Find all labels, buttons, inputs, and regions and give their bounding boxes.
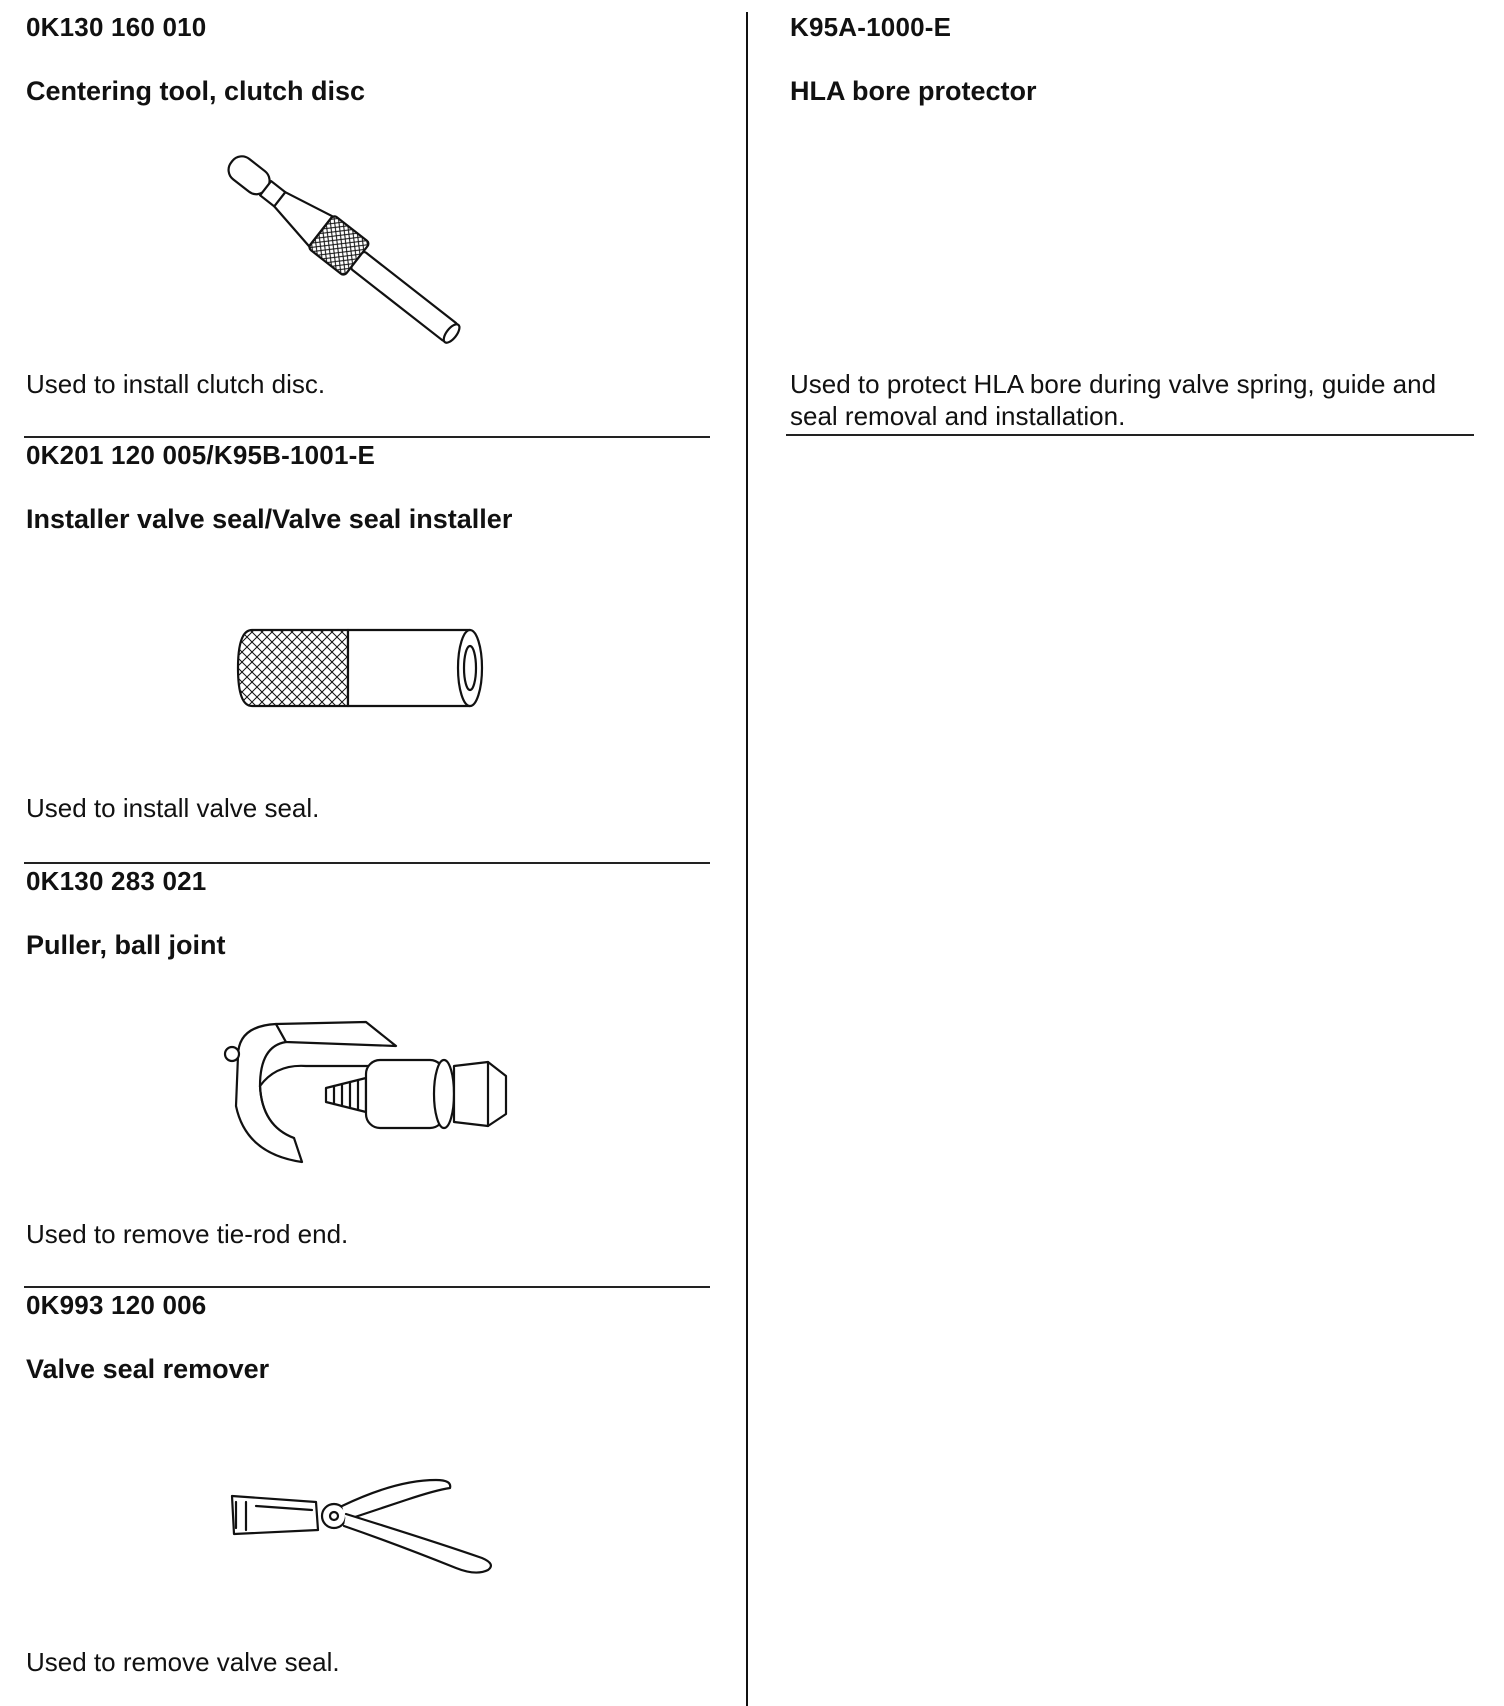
tool-description: Used to protect HLA bore during valve spring, guide and seal removal and installation. xyxy=(790,369,1437,431)
separator xyxy=(786,434,1474,436)
part-number: 0K130 160 010 xyxy=(26,12,207,42)
tool-description: Used to install valve seal. xyxy=(26,793,320,823)
tool-entry-clutch-centering xyxy=(26,12,712,432)
tool-entry-hla-bore-protector xyxy=(790,12,1480,432)
clutch-centering-tool-icon xyxy=(206,146,486,356)
valve-seal-remover-pliers-icon xyxy=(226,1472,526,1582)
part-number: K95A-1000-E xyxy=(790,12,952,42)
part-number: 0K993 120 006 xyxy=(26,1290,207,1320)
tool-description: Used to install clutch disc. xyxy=(26,369,326,399)
tool-name: HLA bore protector xyxy=(790,76,1037,106)
part-number: 0K201 120 005/K95B-1001-E xyxy=(26,440,376,470)
tool-name: Centering tool, clutch disc xyxy=(26,76,366,106)
valve-seal-installer-icon xyxy=(232,612,496,724)
column-divider xyxy=(746,12,748,1706)
tool-entry-valve-seal-installer xyxy=(26,440,712,860)
separator xyxy=(24,1286,710,1288)
part-number: 0K130 283 021 xyxy=(26,866,207,896)
tool-entry-valve-seal-remover xyxy=(26,1290,712,1700)
tool-name: Installer valve seal/Valve seal installer xyxy=(26,504,513,534)
tool-name: Puller, ball joint xyxy=(26,930,226,960)
tool-description: Used to remove tie-rod end. xyxy=(26,1219,349,1249)
tool-name: Valve seal remover xyxy=(26,1354,270,1384)
tool-entry-ball-joint-puller xyxy=(26,866,712,1286)
separator xyxy=(24,862,710,864)
ball-joint-puller-icon xyxy=(216,1016,536,1176)
tool-description: Used to remove valve seal. xyxy=(26,1647,340,1677)
separator xyxy=(24,436,710,438)
